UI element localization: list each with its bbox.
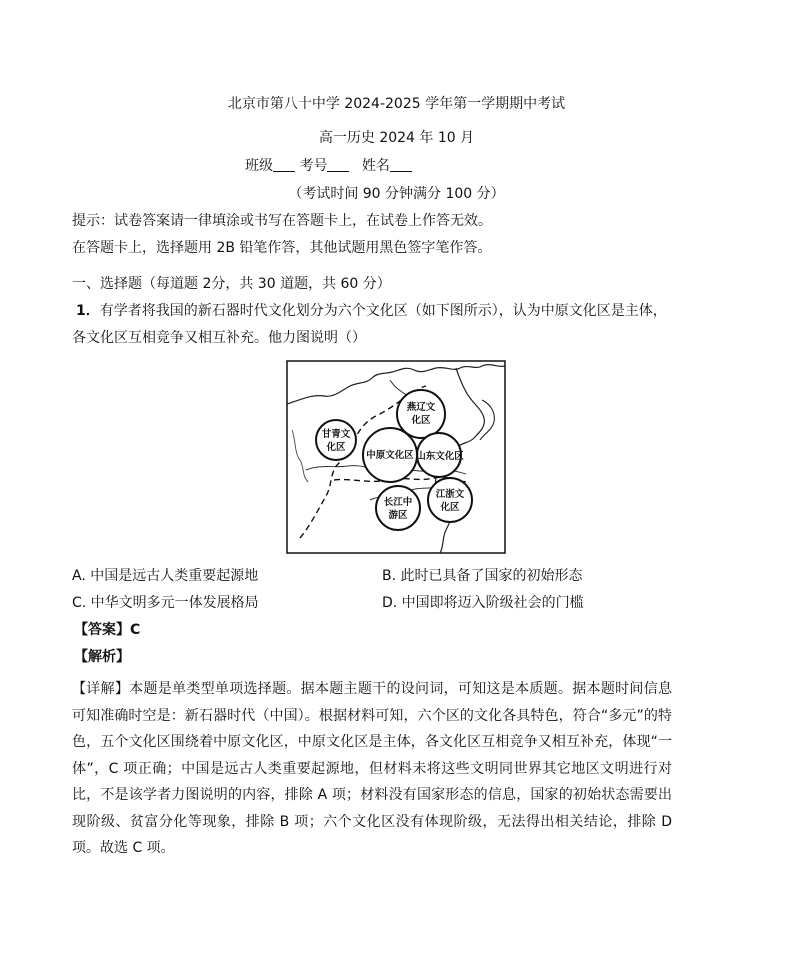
id-label: 考号 <box>299 158 328 174</box>
answer-label: 【答案】 <box>74 622 130 638</box>
ganqing-label-2: 化区 <box>326 442 346 453</box>
question-1-stem-line-2: 各文化区互相竞争又相互补充。他力图说明（） <box>72 330 366 346</box>
class-label: 班级 <box>245 158 273 174</box>
jiangzhe-region-circle <box>428 478 472 522</box>
answer-row <box>74 620 140 640</box>
yanliao-label-2: 化区 <box>411 415 431 426</box>
note-line-2: 在答题卡上，选择题用 2B 铅笔作答，其他试题用黑色签字笔作答。 <box>72 240 492 256</box>
option-b[interactable]: B. 此时已具备了国家的初始形态 <box>382 568 583 584</box>
name-blank[interactable] <box>390 157 412 172</box>
name-label: 姓名 <box>361 158 390 174</box>
exam-subtitle: 高一历史 2024 年 10 月 <box>318 130 475 146</box>
shandong-label: 山东文化区 <box>416 451 464 462</box>
jiangzhe-label-1: 江浙文 <box>435 489 465 500</box>
yanliao-label-1: 燕辽文 <box>406 402 436 413</box>
section-heading: 一、选择题（每道题 2分，共 30 道题，共 60 分） <box>72 276 391 292</box>
class-blank[interactable] <box>273 157 295 172</box>
note-line-1: 提示：试卷答案请一律填涂或书写在答题卡上，在试卷上作答无效。 <box>72 213 492 229</box>
question-stem-text: 有学者将我国的新石器时代文化划分为六个文化区（如下图所示），认为中原文化区是主体， <box>99 303 667 319</box>
question-1-stem-line-1 <box>76 301 667 321</box>
yanliao-region-circle <box>397 390 445 438</box>
question-number: 1． <box>76 303 100 319</box>
id-blank[interactable] <box>327 157 349 172</box>
ganqing-region-circle <box>316 420 356 460</box>
changjiang-label-2: 游区 <box>388 510 408 521</box>
student-info-row <box>245 156 412 176</box>
option-d[interactable]: D. 中国即将迈入阶级社会的门槛 <box>382 595 584 611</box>
jiangzhe-label-2: 化区 <box>440 502 460 513</box>
option-c[interactable]: C. 中华文明多元一体发展格局 <box>72 595 259 611</box>
culture-region-map <box>286 360 506 554</box>
map-svg <box>286 360 506 554</box>
exam-title: 北京市第八十中学 2024-2025 学年第一学期期中考试 <box>227 96 566 112</box>
changjiang-region-circle <box>376 486 420 530</box>
detailed-explanation: 【详解】本题是单类型单项选择题。据本题主题干的设问词，可知这是本质题。据本题时间信息可知准确时空是：新石器时代（中国）。根据材料可知，六个区的文化各具特色，符合“多元”的特色，五个文化区围绕着中原文化区，中原文化区是主体，各文化区互相竞争又相互补充，体现“一体”，C 项正确；中国是远古人类重要起源地，但材料未将这些文明同世界其它地区文明进行对比，不是该学者力图说明的内容，排除 A 项；材料没有国家形态的信息，国家的初始状态需要出现阶级、贫富分化等现象，排除 B 项；六个文化区没有体现阶级，无法得出相关结论，排除 D 项。故选 C 项。 <box>72 681 672 856</box>
analysis-label: 【解析】 <box>74 649 130 665</box>
answer-value: C <box>130 622 141 638</box>
changjiang-label-1: 长江中 <box>383 497 413 508</box>
zhongyuan-label: 中原文化区 <box>366 450 414 461</box>
option-a[interactable]: A. 中国是远古人类重要起源地 <box>72 568 259 584</box>
ganqing-label-1: 甘青文 <box>321 429 351 440</box>
exam-time-note: （考试时间 90 分钟满分 100 分） <box>288 186 505 202</box>
